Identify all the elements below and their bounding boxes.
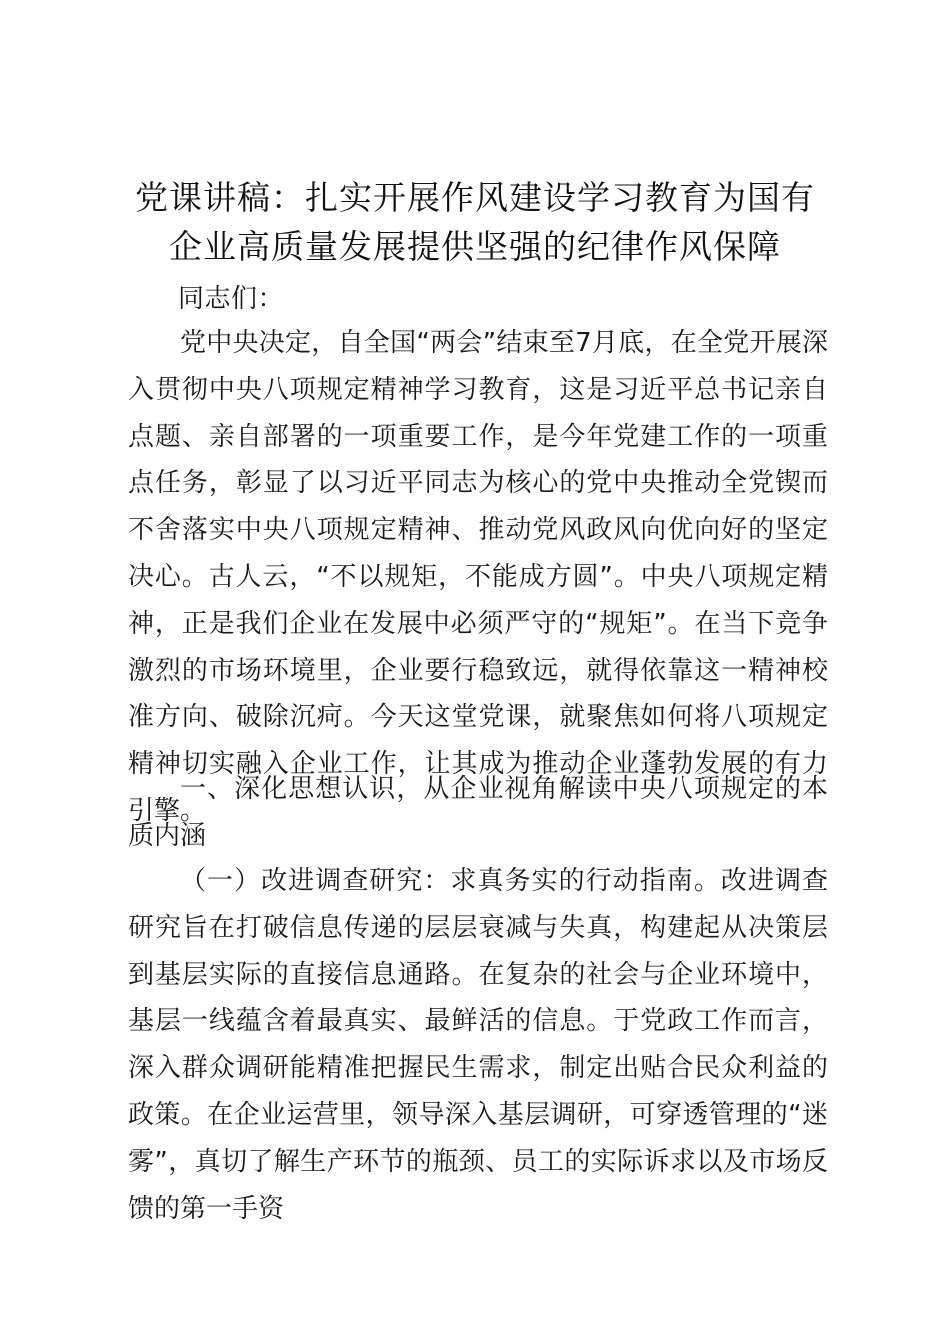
greeting: 同志们： xyxy=(178,284,285,314)
section-heading-1: 一、深化思想认识，从企业视角解读中央八项规定的本质内涵 xyxy=(128,774,828,851)
document-title-line-1: 党课讲稿：扎实开展作风建设学习教育为国有 xyxy=(135,178,815,217)
document-title-line-2: 企业高质量发展提供坚强的纪律作风保障 xyxy=(169,227,781,266)
paragraph-intro: 党中央决定，自全国“两会”结束至7月底，在全党开展深入贯彻中央八项规定精神学习教育，这是习近平总书记亲自点题、亲自部署的一项重要工作，是今年党建工作的一项重点任务，彰显了以习近平同志为核心的党中央推动全党锲而不舍落实中央八项规定精神、推动党风政风向优向好的坚定决心。古人云，“不以规矩，不能成方圆”。中央八项规定精神，正是我们企业在发展中必须严守的“规矩”。在当下竞争激烈的市场环境里，企业要行稳致远，就得依靠这一精神校准方向、破除沉疴。今天这堂党课，就聚焦如何将八项规定精神切实融入企业工作，让其成为推动企业蓬勃发展的有力引擎。 xyxy=(128,328,828,826)
paragraph-subsection-1: （一）改进调查研究：求真务实的行动指南。改进调查研究旨在打破信息传递的层层衰减与失真，构建起从决策层到基层实际的直接信息通路。在复杂的社会与企业环境中，基层一线蕴含着最真实、最鲜活的信息。于党政工作而言，深入群众调研能精准把握民生需求，制定出贴合民众利益的政策。在企业运营里，领导深入基层调研，可穿透管理的“迷雾”，真切了解生产环节的瓶颈、员工的实际诉求以及市场反馈的第一手资 xyxy=(128,866,828,1224)
